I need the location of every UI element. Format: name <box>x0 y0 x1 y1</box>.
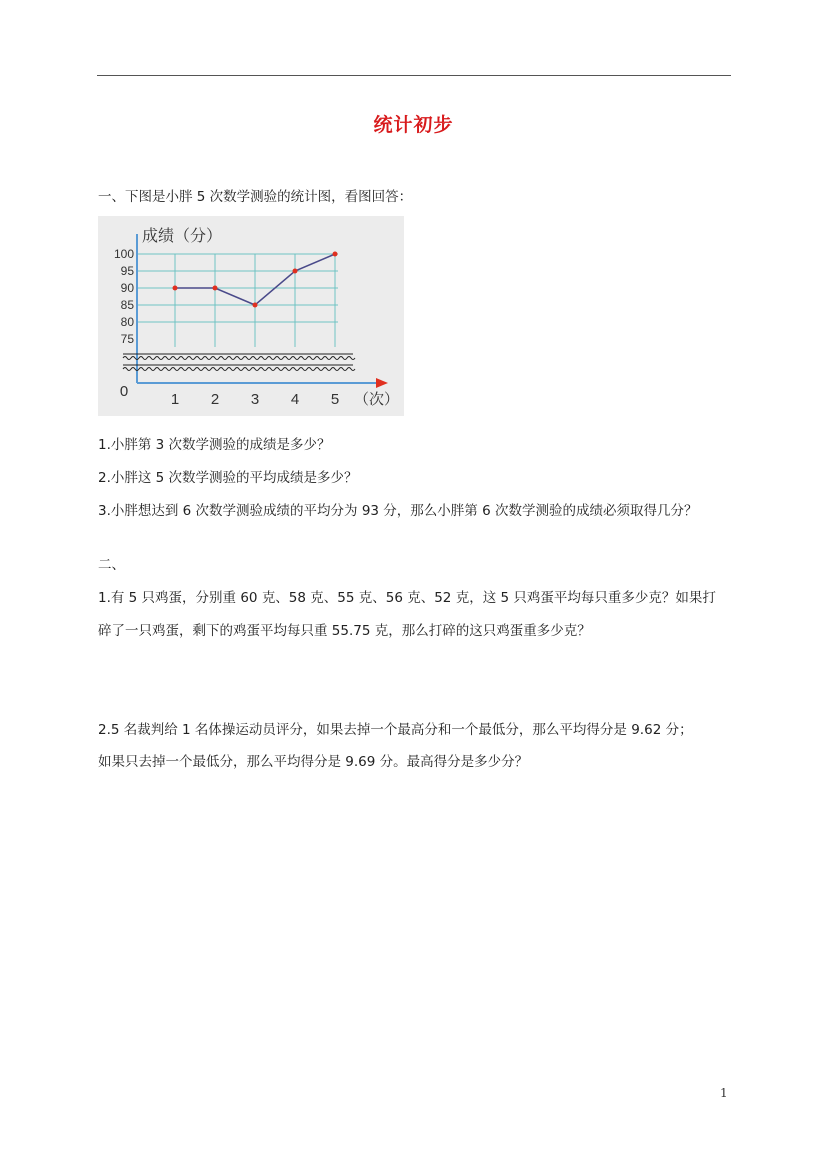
page-title: 统计初步 <box>373 114 454 136</box>
question-1-3: 3.小胖想达到 6 次数学测验成绩的平均分为 93 分，那么小胖第 6 次数学测验的成绩必须取得几分？ <box>98 503 698 519</box>
break-wave <box>123 357 355 360</box>
data-point <box>213 286 218 291</box>
y-tick-label: 80 <box>120 315 134 329</box>
section1-heading: 一、下图是小胖 5 次数学测验的统计图，看图回答： <box>98 189 413 205</box>
x-tick-label: 1 <box>170 391 180 408</box>
question-1-2: 2.小胖这 5 次数学测验的平均成绩是多少？ <box>98 470 358 486</box>
data-point <box>253 303 258 308</box>
axis-break <box>123 354 355 371</box>
question-1-1: 1.小胖第 3 次数学测验的成绩是多少？ <box>98 437 331 453</box>
data-point <box>173 286 178 291</box>
data-point <box>293 269 298 274</box>
line-chart <box>98 216 404 416</box>
page-number: 1 <box>720 1086 728 1100</box>
x-tick-label: 2 <box>210 391 220 408</box>
origin-label: 0 <box>119 383 129 400</box>
x-axis-label: （次） <box>354 390 400 408</box>
question-2-1-line-1: 1.有 5 只鸡蛋，分别重 60 克、58 克、55 克、56 克、52 克，这 5 只鸡蛋平均每只重多少克？如果打 <box>98 590 716 606</box>
section2-heading: 二、 <box>98 557 125 573</box>
y-tick-label: 100 <box>113 247 134 261</box>
question-2-2-line-2: 如果只去掉一个最低分，那么平均得分是 9.69 分。最高得分是多少分？ <box>98 754 529 770</box>
y-tick-label: 90 <box>120 281 134 295</box>
chart-grid <box>137 254 338 347</box>
y-axis-label: 成绩（分） <box>142 226 223 245</box>
y-tick-label: 85 <box>120 298 134 312</box>
question-2-1-line-2: 碎了一只鸡蛋，剩下的鸡蛋平均每只重 55.75 克，那么打碎的这只鸡蛋重多少克？ <box>98 623 591 639</box>
x-tick-label: 5 <box>330 391 340 408</box>
header-rule <box>97 75 731 76</box>
question-2-2-line-1: 2.5 名裁判给 1 名体操运动员评分，如果去掉一个最高分和一个最低分，那么平均得分是 9.62 分； <box>98 722 693 738</box>
y-tick-label: 95 <box>120 264 134 278</box>
chart-labels <box>114 226 399 408</box>
chart-svg <box>98 216 404 416</box>
data-point <box>333 252 338 257</box>
x-tick-label: 3 <box>250 391 260 408</box>
y-tick-label: 75 <box>120 332 134 346</box>
break-wave <box>123 368 355 371</box>
x-axis-arrow <box>376 378 388 388</box>
x-tick-label: 4 <box>290 391 300 408</box>
